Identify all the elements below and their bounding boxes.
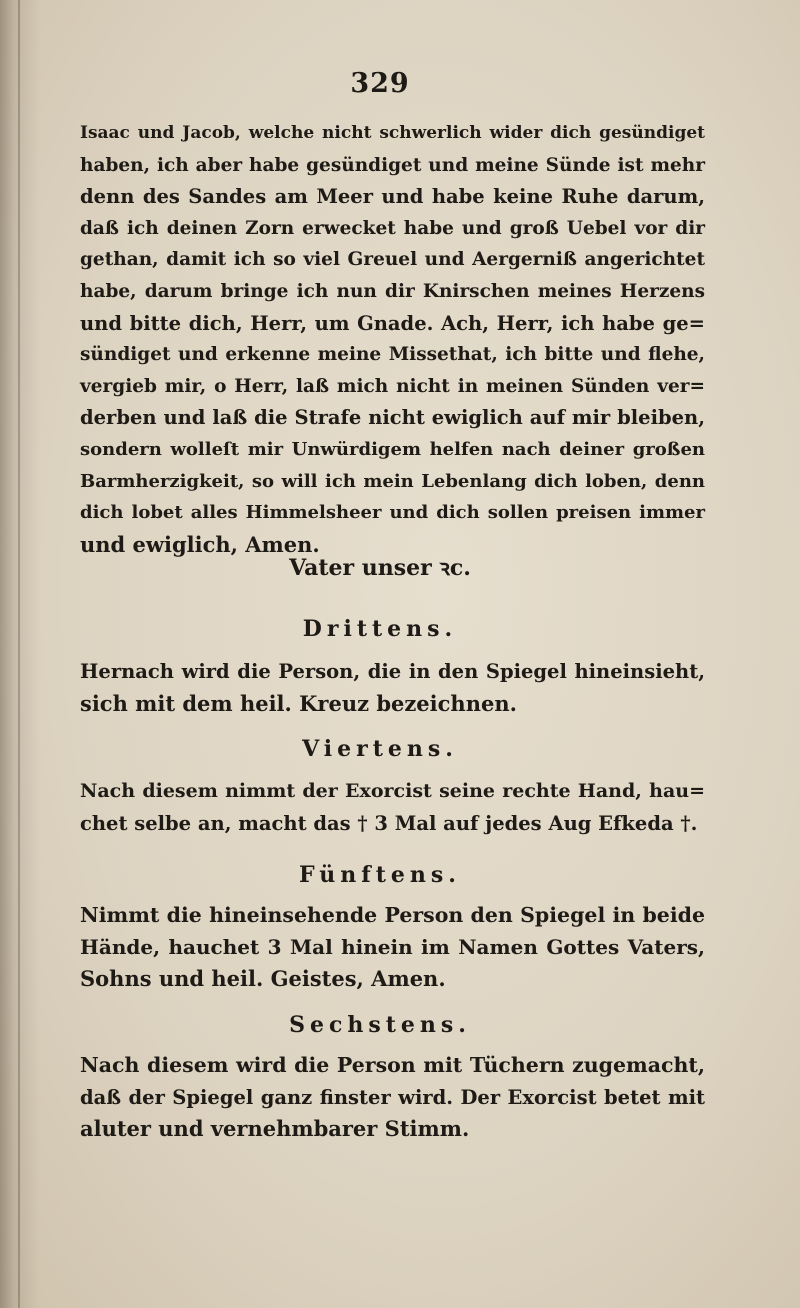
text-line: und bitte dich, Herr, um Gnade. Ach, Herr, ich habe ge= bbox=[80, 311, 705, 335]
section-heading-fuenftens: Fünftens. bbox=[299, 862, 461, 888]
text-line: dich lobet alles Himmelsheer und dich sollen preisen immer bbox=[80, 502, 705, 524]
text-line: Sohns und heil. Geistes, Amen. bbox=[80, 966, 446, 992]
text-line: sondern wolleſt mir Unwürdigem helfen nach deiner großen bbox=[80, 438, 705, 460]
book-gutter bbox=[18, 0, 20, 1308]
text-line: Nimmt die hineinsehende Person den Spiegel in beide bbox=[80, 903, 705, 927]
text-line: aluter und vernehmbarer Stimm. bbox=[80, 1116, 470, 1142]
section-heading-viertens: Viertens. bbox=[302, 736, 458, 762]
page-number: 329 bbox=[350, 68, 410, 99]
text-line: Isaac und Jacob, welche nicht schwerlich wider dich gesündiget bbox=[80, 123, 705, 143]
text-line: und ewiglich, Amen. bbox=[80, 531, 320, 557]
text-line: derben und laß die Strafe nicht ewiglich auf mir bleiben, bbox=[80, 406, 705, 430]
text-line: Barmherzigkeit, so will ich mein Lebenlang dich loben, denn bbox=[80, 470, 705, 492]
text-line: sich mit dem heil. Kreuz bezeichnen. bbox=[80, 690, 517, 716]
text-line: habe, darum bringe ich nun dir Knirschen meines Herzens bbox=[80, 280, 705, 302]
text-line: vergieb mir, o Herr, laß mich nicht in meinen Sünden ver= bbox=[80, 375, 705, 397]
text-line: daß der Spiegel ganz finster wird. Der Exorcist betet mit bbox=[80, 1085, 705, 1109]
text-line: haben, ich aber habe gesündiget und meine Sünde ist mehr bbox=[80, 154, 705, 176]
text-line: daß ich deinen Zorn erwecket habe und groß Uebel vor dir bbox=[80, 217, 705, 239]
paragraph-sechstens bbox=[80, 1050, 705, 1145]
section-heading-drittens: Drittens. bbox=[302, 616, 458, 642]
text-line: Nach diesem wird die Person mit Tüchern zugemacht, bbox=[80, 1053, 705, 1077]
paragraph-drittens bbox=[80, 656, 705, 719]
prayer-paragraph bbox=[80, 118, 705, 560]
text-line: gethan, damit ich so viel Greuel und Aergerniß angerichtet bbox=[80, 249, 705, 271]
paragraph-fuenftens bbox=[80, 900, 705, 995]
text-line: Hernach wird die Person, die in den Spiegel hineinsieht, bbox=[80, 660, 705, 683]
paragraph-viertens bbox=[80, 776, 705, 839]
section-heading-sechstens: Sechstens. bbox=[289, 1012, 471, 1038]
text-line: Hände, hauchet 3 Mal hinein im Namen Gottes Vaters, bbox=[80, 934, 705, 959]
text-line: sündiget und erkenne meine Missethat, ich bitte und flehe, bbox=[80, 344, 705, 366]
text-line: Nach diesem nimmt der Exorcist seine rechte Hand, hau= bbox=[80, 780, 705, 802]
closing-line: Vater unser ꝛc. bbox=[289, 555, 471, 581]
text-line: denn des Sandes am Meer und habe keine Ruhe darum, bbox=[80, 185, 705, 209]
text-line: chet selbe an, macht das † 3 Mal auf jedes Aug Efkeda †. bbox=[80, 811, 698, 835]
